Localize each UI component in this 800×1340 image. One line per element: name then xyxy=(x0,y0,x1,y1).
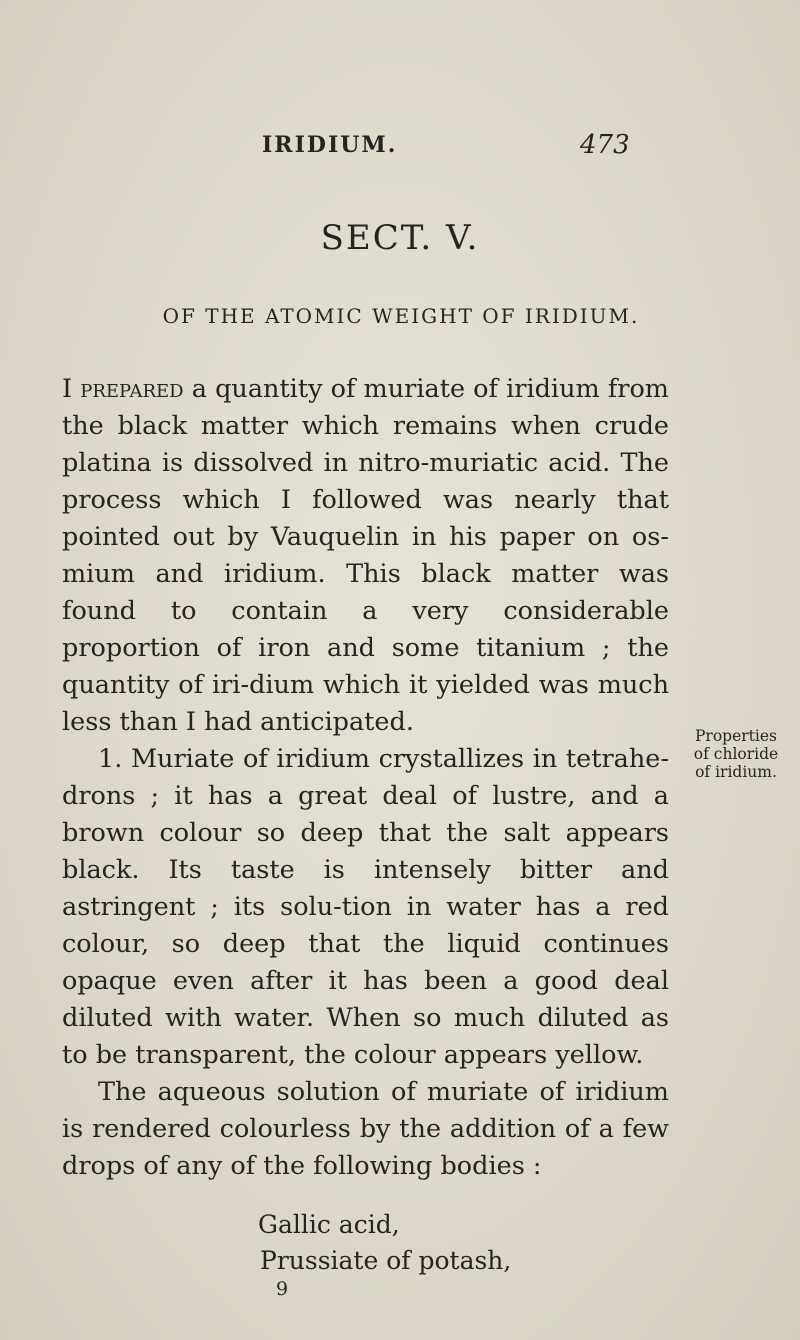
page-number: 473 xyxy=(580,130,630,160)
margin-note-line: of iridium. xyxy=(695,763,777,781)
running-head xyxy=(0,132,800,172)
paragraph-1 xyxy=(62,371,669,741)
margin-note-line: Properties xyxy=(695,727,777,745)
section-number: SECT. V. xyxy=(320,218,480,258)
list-item: Gallic acid, xyxy=(258,1210,400,1239)
paragraph-lead: I prepared xyxy=(62,374,184,404)
running-title: IRIDIUM. xyxy=(262,132,398,158)
paragraph-2: 1. Muriate of iridium crystallizes in tetrahe-drons ; it has a great deal of lustre, and a brown colour so deep that the salt appears black. Its taste is intensely bitter and astringent ; its solu-tion in water has a red colour, so deep that the liquid continues opaque even after it has been a good deal diluted with water. When so much diluted as to be transparent, the colour appears yellow. xyxy=(62,744,669,1070)
section-title: OF THE ATOMIC WEIGHT OF IRIDIUM. xyxy=(162,304,640,328)
margin-note xyxy=(674,727,798,781)
paragraph-1-text: a quantity of muriate of iridium from the black matter which remains when crude platina is dissolved in nitro-muriatic acid. The process which I followed was nearly that pointed out by Vauquelin in his paper on os-mium and iridium. This black matter was found to contain a very considerable proportion of iron and some titanium ; the quantity of iri-dium which it yielded was much less than I had anticipated. xyxy=(62,374,669,737)
signature-mark: 9 xyxy=(276,1278,289,1300)
reagent-list xyxy=(258,1207,511,1279)
paragraph-3: The aqueous solution of muriate of iridium is rendered colourless by the addition of a few drops of any of the following bodies : xyxy=(62,1077,669,1181)
list-item: Prussiate of potash, xyxy=(260,1246,512,1275)
body-text xyxy=(62,371,669,1185)
margin-note-line: of chloride xyxy=(693,745,779,763)
